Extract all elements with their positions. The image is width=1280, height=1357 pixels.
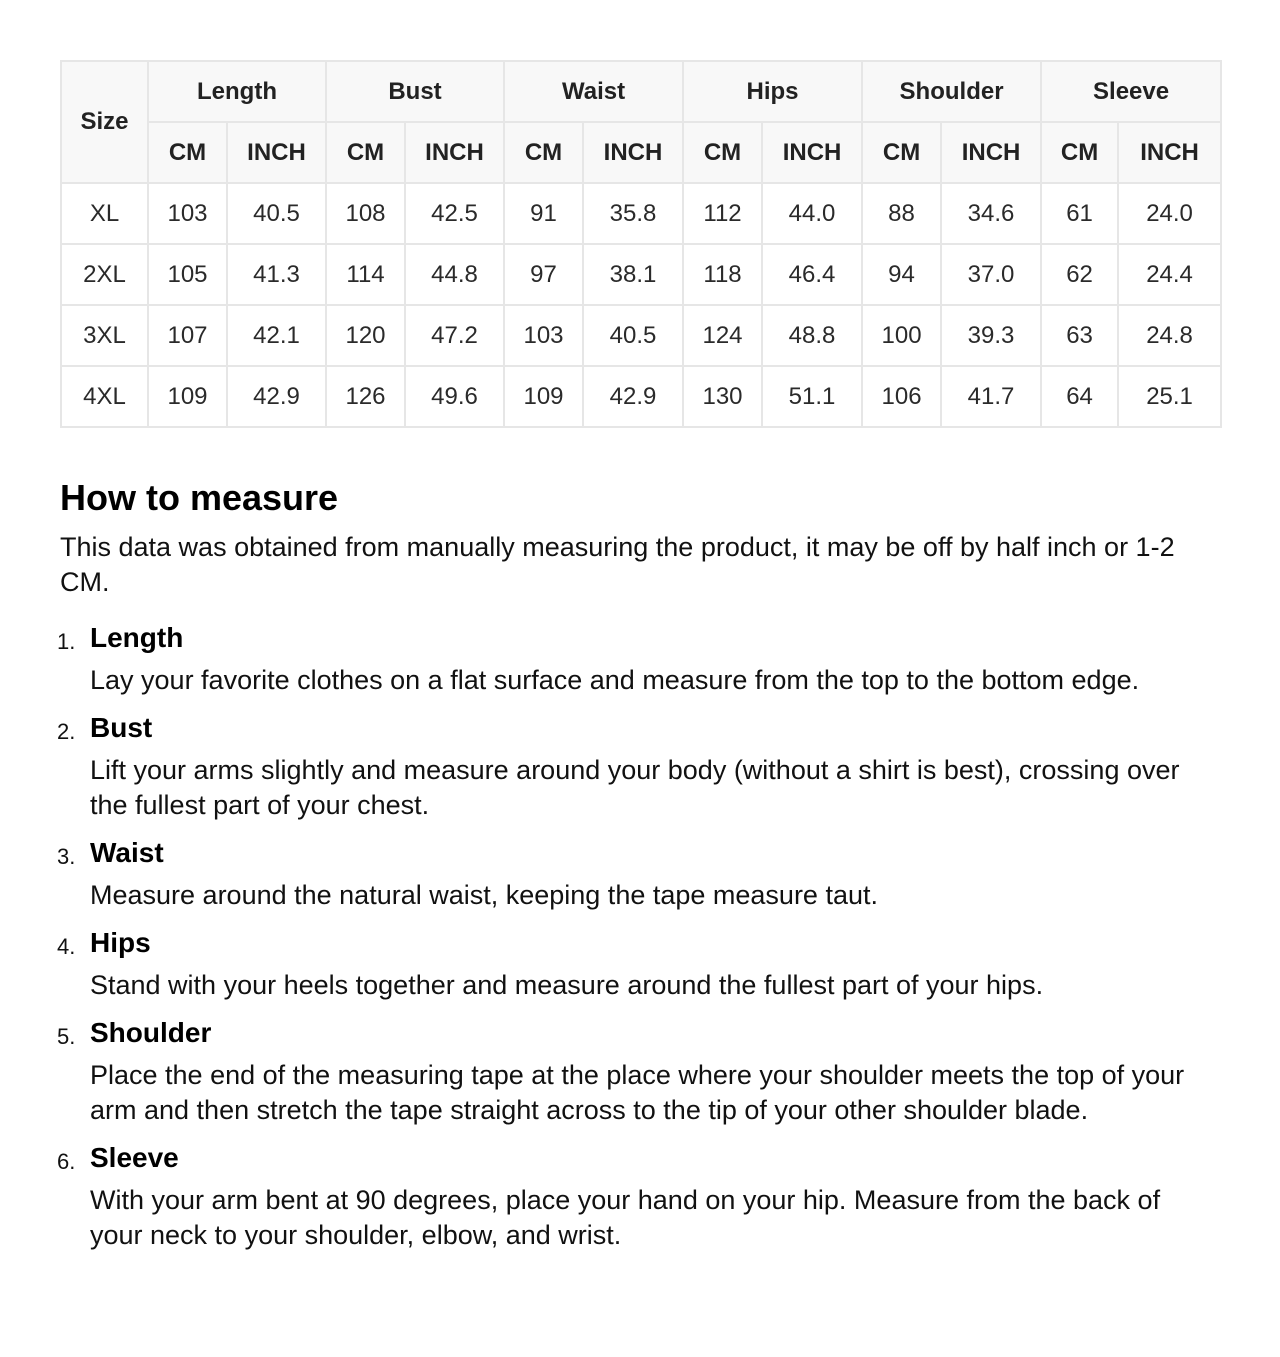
list-item bbox=[57, 710, 1220, 823]
step-title: Shoulder bbox=[90, 1017, 212, 1048]
step-number: 1. bbox=[57, 629, 76, 654]
step-title: Bust bbox=[90, 712, 153, 743]
table-cell: 108 bbox=[326, 183, 405, 244]
table-cell: 38.1 bbox=[583, 244, 683, 305]
unit-inch: INCH bbox=[1118, 122, 1221, 183]
unit-cm: CM bbox=[326, 122, 405, 183]
step-title: Length bbox=[90, 622, 184, 653]
table-cell: 62 bbox=[1041, 244, 1118, 305]
step-number: 5. bbox=[57, 1024, 76, 1049]
header-sleeve: Sleeve bbox=[1041, 61, 1221, 122]
table-cell: 51.1 bbox=[762, 366, 862, 427]
table-cell: 46.4 bbox=[762, 244, 862, 305]
table-cell: 42.5 bbox=[405, 183, 504, 244]
step-description: Measure around the natural waist, keeping the tape measure taut. bbox=[90, 880, 878, 910]
table-cell: 97 bbox=[504, 244, 583, 305]
table-cell: 25.1 bbox=[1118, 366, 1221, 427]
step-title: Waist bbox=[90, 837, 164, 868]
table-cell: 44.8 bbox=[405, 244, 504, 305]
step-description: Lay your favorite clothes on a flat surface and measure from the top to the bottom edge. bbox=[90, 665, 1140, 695]
header-waist: Waist bbox=[504, 61, 683, 122]
table-cell: 35.8 bbox=[583, 183, 683, 244]
unit-inch: INCH bbox=[583, 122, 683, 183]
table-cell: 24.0 bbox=[1118, 183, 1221, 244]
table-cell: 91 bbox=[504, 183, 583, 244]
table-cell: 114 bbox=[326, 244, 405, 305]
table-cell: 42.9 bbox=[227, 366, 326, 427]
size-cell: 3XL bbox=[61, 305, 148, 366]
size-cell: 4XL bbox=[61, 366, 148, 427]
table-cell: 100 bbox=[862, 305, 941, 366]
table-cell: 63 bbox=[1041, 305, 1118, 366]
table-cell: 41.3 bbox=[227, 244, 326, 305]
table-cell: 64 bbox=[1041, 366, 1118, 427]
table-cell: 118 bbox=[683, 244, 762, 305]
table-row bbox=[61, 366, 1221, 427]
table-cell: 106 bbox=[862, 366, 941, 427]
step-number: 4. bbox=[57, 934, 76, 959]
table-cell: 40.5 bbox=[583, 305, 683, 366]
unit-inch: INCH bbox=[405, 122, 504, 183]
table-cell: 109 bbox=[504, 366, 583, 427]
unit-inch: INCH bbox=[227, 122, 326, 183]
size-guide bbox=[57, 60, 1220, 1250]
step-number: 6. bbox=[57, 1149, 76, 1174]
size-cell: 2XL bbox=[61, 244, 148, 305]
table-row bbox=[61, 183, 1221, 244]
step-description: Lift your arms slightly and measure around your body (without a shirt is best), crossing over the fullest part of your chest. bbox=[90, 755, 1180, 820]
unit-cm: CM bbox=[862, 122, 941, 183]
intro-text: This data was obtained from manually measuring the product, it may be off by half inch or 1-2 CM. bbox=[60, 532, 1175, 597]
table-header-row bbox=[61, 61, 1221, 122]
unit-inch: INCH bbox=[941, 122, 1041, 183]
table-cell: 103 bbox=[148, 183, 227, 244]
table-cell: 49.6 bbox=[405, 366, 504, 427]
table-cell: 24.4 bbox=[1118, 244, 1221, 305]
step-number: 3. bbox=[57, 844, 76, 869]
step-title: Sleeve bbox=[90, 1142, 179, 1173]
table-cell: 42.9 bbox=[583, 366, 683, 427]
table-cell: 47.2 bbox=[405, 305, 504, 366]
table-cell: 88 bbox=[862, 183, 941, 244]
unit-cm: CM bbox=[683, 122, 762, 183]
step-description: Stand with your heels together and measure around the fullest part of your hips. bbox=[90, 970, 1044, 1000]
size-table bbox=[60, 60, 1222, 428]
table-cell: 107 bbox=[148, 305, 227, 366]
header-hips: Hips bbox=[683, 61, 862, 122]
table-cell: 40.5 bbox=[227, 183, 326, 244]
table-cell: 126 bbox=[326, 366, 405, 427]
step-number: 2. bbox=[57, 719, 76, 744]
size-cell: XL bbox=[61, 183, 148, 244]
list-item bbox=[57, 1015, 1220, 1128]
table-cell: 103 bbox=[504, 305, 583, 366]
step-description: With your arm bent at 90 degrees, place your hand on your hip. Measure from the back of your neck to your shoulder, elbow, and wrist. bbox=[90, 1185, 1161, 1250]
table-cell: 44.0 bbox=[762, 183, 862, 244]
unit-inch: INCH bbox=[762, 122, 862, 183]
list-item bbox=[57, 925, 1220, 1003]
step-title: Hips bbox=[90, 927, 151, 958]
table-cell: 42.1 bbox=[227, 305, 326, 366]
table-cell: 34.6 bbox=[941, 183, 1041, 244]
unit-cm: CM bbox=[148, 122, 227, 183]
header-shoulder: Shoulder bbox=[862, 61, 1041, 122]
table-cell: 37.0 bbox=[941, 244, 1041, 305]
table-cell: 24.8 bbox=[1118, 305, 1221, 366]
header-size: Size bbox=[61, 61, 148, 183]
list-item bbox=[57, 835, 1220, 913]
table-cell: 39.3 bbox=[941, 305, 1041, 366]
section-title: How to measure bbox=[60, 477, 339, 518]
table-cell: 105 bbox=[148, 244, 227, 305]
unit-cm: CM bbox=[1041, 122, 1118, 183]
table-cell: 130 bbox=[683, 366, 762, 427]
table-cell: 112 bbox=[683, 183, 762, 244]
unit-cm: CM bbox=[504, 122, 583, 183]
header-length: Length bbox=[148, 61, 326, 122]
table-cell: 41.7 bbox=[941, 366, 1041, 427]
list-item bbox=[57, 1140, 1220, 1253]
table-row bbox=[61, 244, 1221, 305]
header-bust: Bust bbox=[326, 61, 504, 122]
measure-steps bbox=[57, 620, 1220, 1265]
table-cell: 94 bbox=[862, 244, 941, 305]
table-cell: 109 bbox=[148, 366, 227, 427]
table-row bbox=[61, 305, 1221, 366]
list-item bbox=[57, 620, 1220, 698]
table-cell: 61 bbox=[1041, 183, 1118, 244]
table-unit-row bbox=[61, 122, 1221, 183]
table-cell: 48.8 bbox=[762, 305, 862, 366]
step-description: Place the end of the measuring tape at the place where your shoulder meets the top of your arm and then stretch the tape straight across to the tip of your other shoulder blade. bbox=[90, 1060, 1185, 1125]
table-cell: 120 bbox=[326, 305, 405, 366]
table-cell: 124 bbox=[683, 305, 762, 366]
